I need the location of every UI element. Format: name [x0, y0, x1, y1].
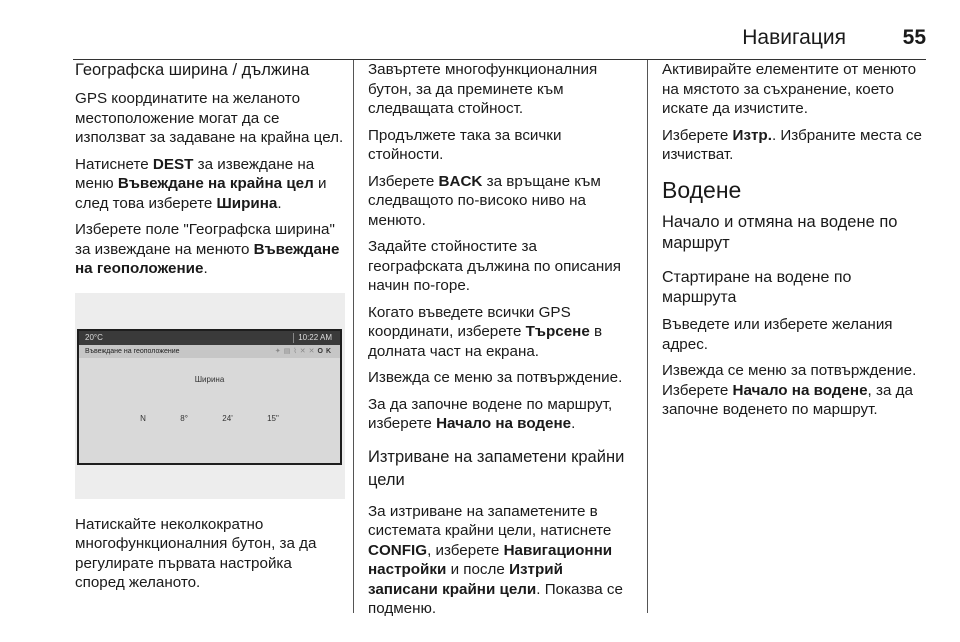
paragraph: Активирайте елементите от менюто на мястото за съхранение, което искате да изчистите.	[662, 61, 917, 117]
coordinate-fields	[79, 409, 340, 429]
display-screen	[77, 329, 342, 465]
map-icon: ▤	[283, 347, 294, 355]
settings-icon: ✕	[308, 347, 318, 355]
subsection-heading: Стартиране на водене по маршрута	[662, 269, 852, 306]
paragraph: Изберете BACK за връщане към следващото по-високо ниво на менюто.	[368, 172, 601, 229]
paragraph: Продължете така за всички стойности.	[368, 126, 562, 163]
column-2	[368, 60, 636, 626]
seconds-field[interactable]: 15"	[267, 413, 279, 423]
column-divider	[647, 60, 648, 613]
screen-title: Въвеждане на геоположение	[85, 347, 180, 355]
route-icon: ⌇	[293, 347, 300, 355]
toolbar-icons	[275, 345, 334, 358]
column-divider	[353, 60, 354, 613]
paragraph: Въведете или изберете желания адрес.	[662, 316, 893, 353]
page-number: 55	[902, 26, 926, 49]
paragraph: Изберете Изтр.. Избраните места се изчистват.	[662, 126, 922, 163]
paragraph: GPS координатите на желаното местоположение могат да се използват за задаване на крайна цел.	[75, 90, 344, 146]
paragraph: За изтриване на запаметените в системата крайни цели, натиснете CONFIG, изберете Навигационни настройки и после Изтрий записани крайни цели. Показва се подменю.	[368, 502, 623, 617]
section-heading: Изтриване на запаметени крайни цели	[368, 447, 625, 489]
section-heading: Начало и отмяна на водене по маршрут	[662, 213, 898, 252]
paragraph: Натискайте неколкократно многофункционалния бутон, за да регулирате първата настройка според желаното.	[75, 515, 317, 591]
title-bar	[79, 345, 340, 358]
paragraph: Когато въведете всички GPS координати, изберете Търсене в долната част на екрана.	[368, 303, 603, 360]
chapter-title: Навигация	[742, 26, 846, 49]
column-1	[75, 60, 345, 600]
degrees-field[interactable]: 8°	[180, 413, 188, 423]
paragraph: Изберете поле "Географска ширина" за извеждане на менюто Въвеждане на геоположение.	[75, 221, 340, 277]
avoid-icon: ✕	[299, 347, 309, 355]
section-heading: Географска ширина / дължина	[75, 61, 310, 79]
chapter-heading: Водене	[662, 176, 742, 203]
paragraph: За да започне водене по маршрут, изберете Начало на водене.	[368, 395, 613, 432]
screen-illustration	[75, 293, 345, 499]
field-label: Ширина	[194, 374, 225, 384]
page-header	[73, 26, 926, 56]
hemisphere-field[interactable]: N	[140, 413, 146, 423]
status-bar	[79, 331, 340, 345]
paragraph: Натиснете DEST за извеждане на меню Въвеждане на крайна цел и след това изберете Ширина.	[75, 155, 327, 212]
ok-icon: OK	[317, 347, 334, 355]
clock: 10:22 AM	[298, 332, 332, 342]
minutes-field[interactable]: 24'	[222, 413, 233, 423]
paragraph: Извежда се меню за потвърждение.	[368, 369, 623, 386]
paragraph: Извежда се меню за потвърждение. Изберете Начало на водене, за да започне воденето по маршрут.	[662, 362, 917, 418]
temperature: 20°C	[85, 332, 103, 342]
paragraph: Задайте стойностите за географската дължина по описания начин по-горе.	[368, 238, 621, 294]
signal-icon: ✦	[274, 347, 284, 355]
column-3	[662, 60, 930, 427]
paragraph: Завъртете многофункционалния бутон, за да преминете към следващата стойност.	[368, 61, 598, 117]
